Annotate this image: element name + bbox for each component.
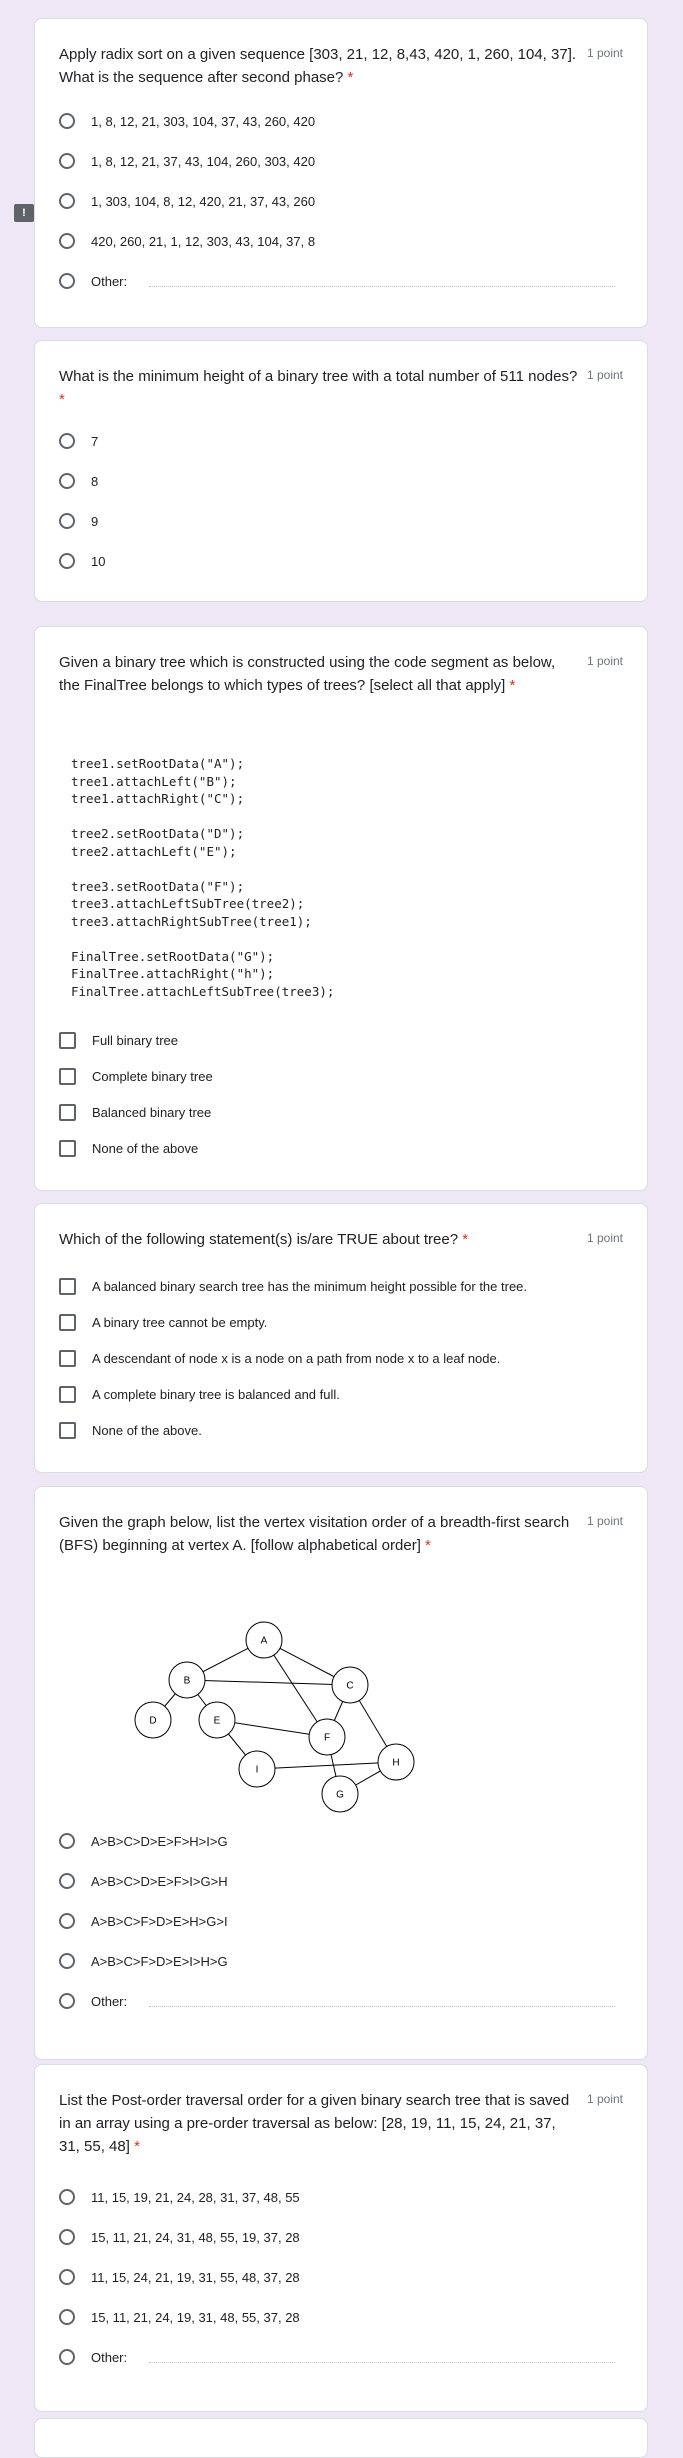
option-label: A balanced binary search tree has the minimum height possible for the tree. — [92, 1278, 528, 1294]
option-label: A binary tree cannot be empty. — [92, 1314, 268, 1330]
option-label: 9 — [91, 513, 99, 529]
option-label: A>B>C>F>D>E>I>H>G — [91, 1953, 228, 1969]
checkbox-option[interactable] — [59, 1028, 178, 1052]
option-label: 7 — [91, 433, 99, 449]
checkbox-option[interactable] — [59, 1100, 211, 1124]
radio-button[interactable] — [59, 1913, 75, 1929]
points-label: 1 point — [586, 1231, 623, 1245]
radio-option[interactable] — [59, 1869, 228, 1893]
option-label: 15, 11, 21, 24, 19, 31, 48, 55, 37, 28 — [91, 2309, 300, 2325]
other-input[interactable] — [149, 2362, 615, 2363]
radio-option[interactable] — [59, 469, 98, 493]
radio-button[interactable] — [59, 233, 75, 249]
option-label: Other: — [91, 273, 128, 289]
graph-node-label: A — [260, 1635, 268, 1647]
option-label: Other: — [91, 1993, 128, 2009]
radio-option-other[interactable] — [59, 2345, 647, 2369]
checkbox[interactable] — [59, 1032, 76, 1049]
checkbox-option[interactable] — [59, 1136, 198, 1160]
graph-node-label: B — [183, 1675, 191, 1687]
radio-button[interactable] — [59, 2349, 75, 2365]
question-title: Apply radix sort on a given sequence [303, 21, 12, 8,43, 420, 1, 260, 104, 37]. What is the sequence after second phase? * — [59, 46, 577, 86]
radio-option[interactable] — [59, 189, 315, 213]
radio-option[interactable] — [59, 509, 98, 533]
option-label: None of the above — [92, 1140, 199, 1156]
graph-node-label: I — [255, 1764, 259, 1776]
checkbox-option[interactable] — [59, 1274, 527, 1298]
code-block: tree1.setRootData("A"); tree1.attachLeft("B"); tree1.attachRight("C"); tree2.setRootData("D"); tree2.attachLeft("E"); tree3.setRootData("F"); tree3.attachLeftSubTree(tree2); tree3.attachRightSubTree(tree1); FinalTree.setRootData("G"); FinalTree.attachRight("h"); FinalTree.attachLeftSubTree(tree3); — [71, 756, 335, 999]
points-label: 1 point — [586, 654, 623, 668]
checkbox[interactable] — [59, 1386, 76, 1403]
option-label: A descendant of node x is a node on a path from node x to a leaf node. — [92, 1350, 501, 1366]
radio-option[interactable] — [59, 549, 105, 573]
option-label: 8 — [91, 473, 99, 489]
radio-button[interactable] — [59, 1873, 75, 1889]
option-label: Complete binary tree — [92, 1068, 213, 1084]
radio-button[interactable] — [59, 513, 75, 529]
question-card-tree-height — [34, 340, 648, 602]
graph-node-d — [135, 1702, 171, 1738]
radio-option-other[interactable] — [59, 269, 647, 293]
graph-node-e — [199, 1702, 235, 1738]
radio-button[interactable] — [59, 1993, 75, 2009]
question-card-final-tree — [34, 626, 648, 1191]
checkbox[interactable] — [59, 1278, 76, 1295]
graph-node-g — [322, 1776, 358, 1812]
radio-button[interactable] — [59, 2309, 75, 2325]
radio-button[interactable] — [59, 2269, 75, 2285]
question-card-tree-statements — [34, 1203, 648, 1473]
question-title: List the Post-order traversal order for a given binary search tree that is saved in an array using a pre-order traversal as below: [28, 19, 11, 15, 24, 21, 37, 31, 55, 48] * — [59, 2092, 570, 2155]
radio-option-other[interactable] — [59, 1989, 647, 2013]
option-label: Balanced binary tree — [92, 1104, 212, 1120]
option-label: 1, 303, 104, 8, 12, 420, 21, 37, 43, 260 — [91, 193, 316, 209]
radio-option[interactable] — [59, 149, 315, 173]
graph-node-a — [246, 1622, 282, 1658]
checkbox[interactable] — [59, 1104, 76, 1121]
bfs-graph — [95, 1607, 435, 1847]
graph-node-label: F — [323, 1732, 331, 1744]
radio-button[interactable] — [59, 273, 75, 289]
radio-button[interactable] — [59, 1953, 75, 1969]
question-card-radix-sort — [34, 18, 648, 328]
radio-button[interactable] — [59, 2189, 75, 2205]
radio-option[interactable] — [59, 109, 315, 133]
question-title: Given a binary tree which is constructed using the code segment as below, the FinalTree belongs to which types of trees? [select all that apply] * — [59, 654, 556, 694]
option-label: 11, 15, 24, 21, 19, 31, 55, 48, 37, 28 — [91, 2269, 300, 2285]
radio-button[interactable] — [59, 473, 75, 489]
radio-button[interactable] — [59, 2229, 75, 2245]
radio-option[interactable] — [59, 2225, 300, 2249]
points-label: 1 point — [586, 46, 623, 60]
checkbox-option[interactable] — [59, 1382, 340, 1406]
checkbox-option[interactable] — [59, 1310, 267, 1334]
radio-button[interactable] — [59, 113, 75, 129]
option-label: 15, 11, 21, 24, 31, 48, 55, 19, 37, 28 — [91, 2229, 300, 2245]
option-label: 1, 8, 12, 21, 303, 104, 37, 43, 260, 420 — [91, 113, 316, 129]
question-card-next — [34, 2418, 648, 2458]
graph-node-label: D — [149, 1715, 157, 1727]
graph-node-i — [239, 1751, 275, 1787]
radio-button[interactable] — [59, 553, 75, 569]
question-title: What is the minimum height of a binary tree with a total number of 511 nodes? * — [59, 368, 578, 408]
option-label: Other: — [91, 2349, 128, 2365]
graph-node-c — [332, 1667, 368, 1703]
points-label: 1 point — [586, 368, 623, 382]
radio-button[interactable] — [59, 153, 75, 169]
checkbox[interactable] — [59, 1314, 76, 1331]
checkbox[interactable] — [59, 1068, 76, 1085]
option-label: Full binary tree — [92, 1032, 178, 1048]
option-label: 1, 8, 12, 21, 37, 43, 104, 260, 303, 420 — [91, 153, 316, 169]
graph-node-f — [309, 1719, 345, 1755]
option-label: 420, 260, 21, 1, 12, 303, 43, 104, 37, 8 — [91, 233, 316, 249]
checkbox-option[interactable] — [59, 1064, 213, 1088]
radio-option[interactable] — [59, 1949, 228, 1973]
other-input[interactable] — [149, 2006, 615, 2007]
radio-option[interactable] — [59, 229, 315, 253]
points-label: 1 point — [586, 2092, 623, 2106]
graph-node-label: E — [213, 1715, 221, 1727]
option-label: A>B>C>F>D>E>H>G>I — [91, 1913, 228, 1929]
graph-node-label: G — [336, 1789, 344, 1801]
feedback-icon[interactable]: ! — [14, 204, 34, 222]
graph-node-b — [169, 1662, 205, 1698]
other-input[interactable] — [149, 286, 615, 287]
checkbox[interactable] — [59, 1422, 76, 1439]
checkbox[interactable] — [59, 1140, 76, 1157]
question-card-bfs — [34, 1486, 648, 2060]
option-label: A>B>C>D>E>F>I>G>H — [91, 1873, 228, 1889]
radio-button[interactable] — [59, 1833, 75, 1849]
option-label: A complete binary tree is balanced and full. — [92, 1386, 340, 1402]
radio-option[interactable] — [59, 2265, 300, 2289]
option-label: 11, 15, 19, 21, 24, 28, 31, 37, 48, 55 — [91, 2189, 300, 2205]
radio-option[interactable] — [59, 429, 98, 453]
question-title: Which of the following statement(s) is/are TRUE about tree? * — [59, 1231, 469, 1248]
checkbox-option[interactable] — [59, 1346, 500, 1370]
graph-node-h — [378, 1744, 414, 1780]
radio-button[interactable] — [59, 433, 75, 449]
graph-node-label: H — [392, 1757, 400, 1769]
question-card-postorder — [34, 2064, 648, 2412]
option-label: None of the above. — [92, 1422, 202, 1438]
checkbox[interactable] — [59, 1350, 76, 1367]
radio-button[interactable] — [59, 193, 75, 209]
question-title: Given the graph below, list the vertex visitation order of a breadth-first search (BFS) beginning at vertex A. [follow alphabetical order] * — [59, 1514, 570, 1554]
radio-option[interactable] — [59, 2305, 300, 2329]
option-label: 10 — [91, 553, 106, 569]
checkbox-option[interactable] — [59, 1418, 202, 1442]
radio-option[interactable] — [59, 1829, 228, 1853]
graph-node-label: C — [346, 1680, 354, 1692]
points-label: 1 point — [586, 1514, 623, 1528]
option-label: A>B>C>D>E>F>H>I>G — [91, 1833, 228, 1849]
radio-option[interactable] — [59, 1909, 228, 1933]
radio-option[interactable] — [59, 2185, 300, 2209]
